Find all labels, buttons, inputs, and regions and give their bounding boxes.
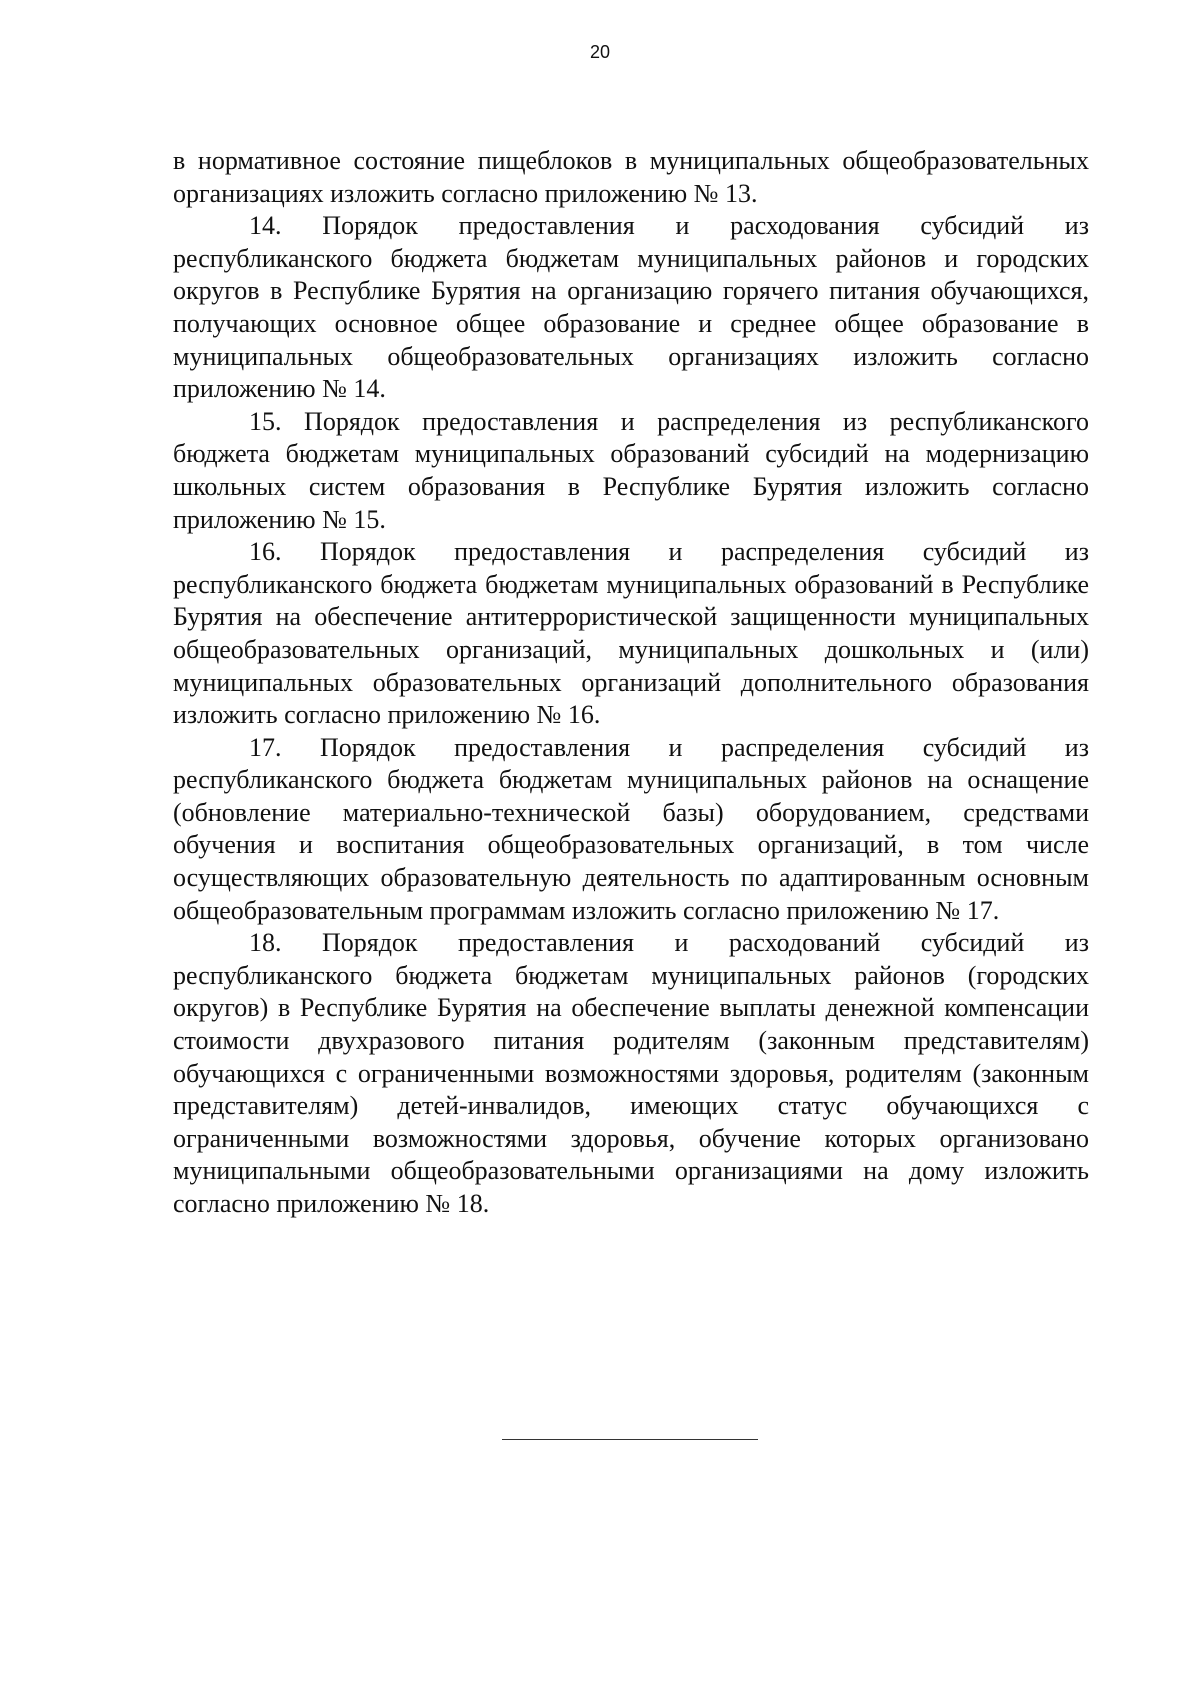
paragraph-continuation: в нормативное состояние пищеблоков в муниципальных общеобразовательных организациях изложить согласно приложению № 13.: [173, 146, 1089, 208]
paragraph-item-14: 14. Порядок предоставления и расходования субсидий из республиканского бюджета бюджетам муниципальных районов и городских округов в Республике Бурятия на организацию горячего питания обучающихся, получающих основное общее образование и среднее общее образование в муниципальных общеобразовательных организациях изложить согласно приложению № 14.: [173, 211, 1089, 404]
paragraph-item-16: 16. Порядок предоставления и распределения субсидий из республиканского бюджета бюджетам муниципальных образований в Республике Бурятия на обеспечение антитеррористической защищенности муниципальных общеобразовательных организаций, муниципальных дошкольных и (или) муниципальных образовательных организаций дополнительного образования изложить согласно приложению № 16.: [173, 537, 1089, 730]
page-number: 20: [589, 42, 611, 62]
paragraph-item-17: 17. Порядок предоставления и распределения субсидий из республиканского бюджета бюджетам муниципальных районов на оснащение (обновление материально-технической базы) оборудованием, средствами обучения и воспитания общеобразовательных организаций, в том числе осуществляющих образовательную деятельность по адаптированным основным общеобразовательным программам изложить согласно приложению № 17.: [173, 732, 1089, 925]
paragraph-item-18: 18. Порядок предоставления и расходований субсидий из республиканского бюджета бюджетам муниципальных районов (городских округов) в Республике Бурятия на обеспечение выплаты денежной компенсации стоимости двухразового питания родителям (законным представителям) обучающихся с ограниченными возможностями здоровья, родителям (законным представителям) детей-инвалидов, имеющих статус обучающихся с ограниченными возможностями здоровья, обучение которых организовано муниципальными общеобразовательными организациями на дому изложить согласно приложению № 18.: [173, 928, 1089, 1218]
footer-divider-line: [502, 1439, 758, 1440]
document-body: [173, 145, 1089, 1221]
paragraph-item-15: 15. Порядок предоставления и распределения из республиканского бюджета бюджетам муниципальных образований субсидий на модернизацию школьных систем образования в Республике Бурятия изложить согласно приложению № 15.: [173, 406, 1089, 534]
